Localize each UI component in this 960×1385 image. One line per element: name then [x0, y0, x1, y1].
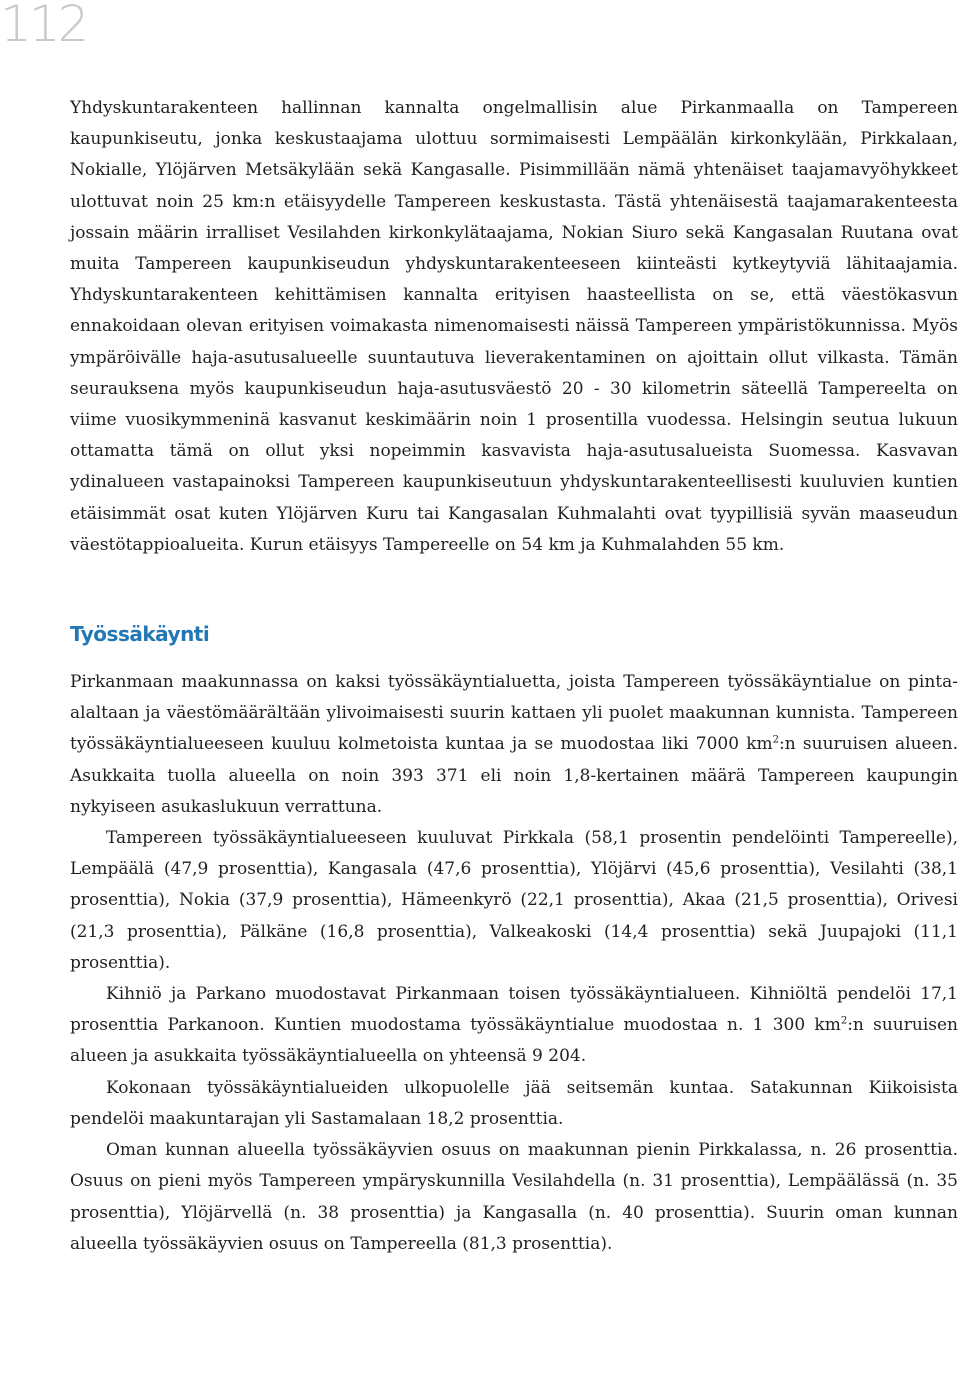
paragraph-3	[70, 979, 958, 1073]
section-heading-tyossakaynti: Työssäkäynti	[70, 622, 210, 647]
paragraph-5: Oman kunnan alueella työssäkäyvien osuus on maakunnan pienin Pirkkalassa, n. 26 prosenttia. Osuus on pieni myös Tampereen ympäryskunnilla Vesilahdella (n. 31 prosenttia), Lempäälässä (n. 35 prosenttia), Ylöjärvellä (n. 38 prosenttia) ja Kangasalla (n. 40 prosenttia). Suurin oman kunnan alueella työssäkäyvien osuus on Tampereella (81,3 prosenttia).	[70, 1140, 958, 1254]
paragraph-3-text-a: Kihniö ja Parkano muodostavat Pirkanmaan toisen työssäkäyntialueen. Kihniöltä pendelöi 17,1 prosenttia Parkanoon. Kuntien muodostama työssäkäyntialue muodostaa n. 1 300 km	[70, 984, 958, 1036]
document-body	[70, 93, 958, 1260]
paragraph-2: Tampereen työssäkäyntialueeseen kuuluvat Pirkkala (58,1 prosentin pendelöinti Tampereelle), Lempäälä (47,9 prosenttia), Kangasala (47,6 prosenttia), Ylöjärvi (45,6 prosenttia), Vesilahti (38,1 prosenttia), Nokia (37,9 prosenttia), Hämeenkyrö (22,1 prosenttia), Akaa (21,5 prosenttia), Orivesi (21,3 prosenttia), Pälkäne (16,8 prosenttia), Valkeakoski (14,4 prosenttia) sekä Juupajoki (11,1 prosenttia).	[70, 828, 958, 973]
paragraph-1-text-b: :n suuruisen alueen. Asukkaita tuolla alueella on noin 393 371 eli noin 1,8-kertainen määrä Tampereen kaupungin nykyiseen asukaslukuun verrattuna.	[70, 734, 958, 817]
paragraph-1-text-a: Pirkanmaan maakunnassa on kaksi työssäkäyntialuetta, joista Tampereen työssäkäyntialue on pinta-alaltaan ja väestömäärältään ylivoimaisesti suurin kattaen yli puolet maakunnan kunnista. Tampereen työssäkäyntialueeseen kuuluu kolmetoista kuntaa ja se muodostaa liki 7000 km	[70, 672, 958, 755]
paragraph-4: Kokonaan työssäkäyntialueiden ulkopuolelle jää seitsemän kuntaa. Satakunnan Kiikoisista pendelöi maakuntarajan yli Sastamalaan 18,2 prosenttia.	[70, 1077, 958, 1129]
page-number: 112	[0, 0, 87, 53]
superscript-2: 2	[840, 1015, 848, 1027]
section-tyossakaynti	[70, 667, 958, 1260]
paragraph-3-text-b: :n suuruisen alueen ja asukkaita työssäkäyntialueella on yhteensä 9 204.	[70, 1015, 958, 1067]
intro-paragraph: Yhdyskuntarakenteen hallinnan kannalta ongelmallisin alue Pirkanmaalla on Tampereen kaupunkiseutu, jonka keskustaajama ulottuu sormimaisesti Lempäälän kirkonkylään, Pirkkalaan, Nokialle, Ylöjärven Metsäkylään sekä Kangasalle. Pisimmillään nämä yhtenäiset taajamavyöhykkeet ulottuvat noin 25 km:n etäisyydelle Tampereen keskustasta. Tästä yhtenäisestä taajamarakenteesta jossain määrin irralliset Vesilahden kirkonkylätaajama, Nokian Siuro sekä Kangasalan Ruutana ovat muita Tampereen kaupunkiseudun yhdyskuntarakenteeseen kiinteästi kytkeytyviä lähitaajamia. Yhdyskuntarakenteen kehittämisen kannalta erityisen haasteellista on se, että väestökasvun ennakoidaan olevan erityisen voimakasta nimenomaisesti näissä Tampereen ympäristökunnissa. Myös ympäröivälle haja-asutusalueelle suuntautuva lieverakentaminen on ajoittain ollut vilkasta. Tämän seurauksena myös kaupunkiseudun haja-asutusväestö 20 - 30 kilometrin säteellä Tampereelta on viime vuosikymmeninä kasvanut keskimäärin noin 1 prosentilla vuodessa. Helsingin seutua lukuun ottamatta tämä on ollut yksi nopeimmin kasvavista haja-asutusalueista Suomessa. Kasvavan ydinalueen vastapainoksi Tampereen kaupunkiseutuun yhdyskuntarakenteellisesti kuuluvien kuntien etäisimmät osat kuten Ylöjärven Kuru tai Kangasalan Kuhmalahti ovat tyypillisiä syvän maaseudun väestötappioalueita. Kurun etäisyys Tampereelle on 54 km ja Kuhmalahden 55 km.	[70, 98, 958, 555]
superscript-2: 2	[772, 734, 780, 746]
paragraph-1	[70, 667, 958, 823]
